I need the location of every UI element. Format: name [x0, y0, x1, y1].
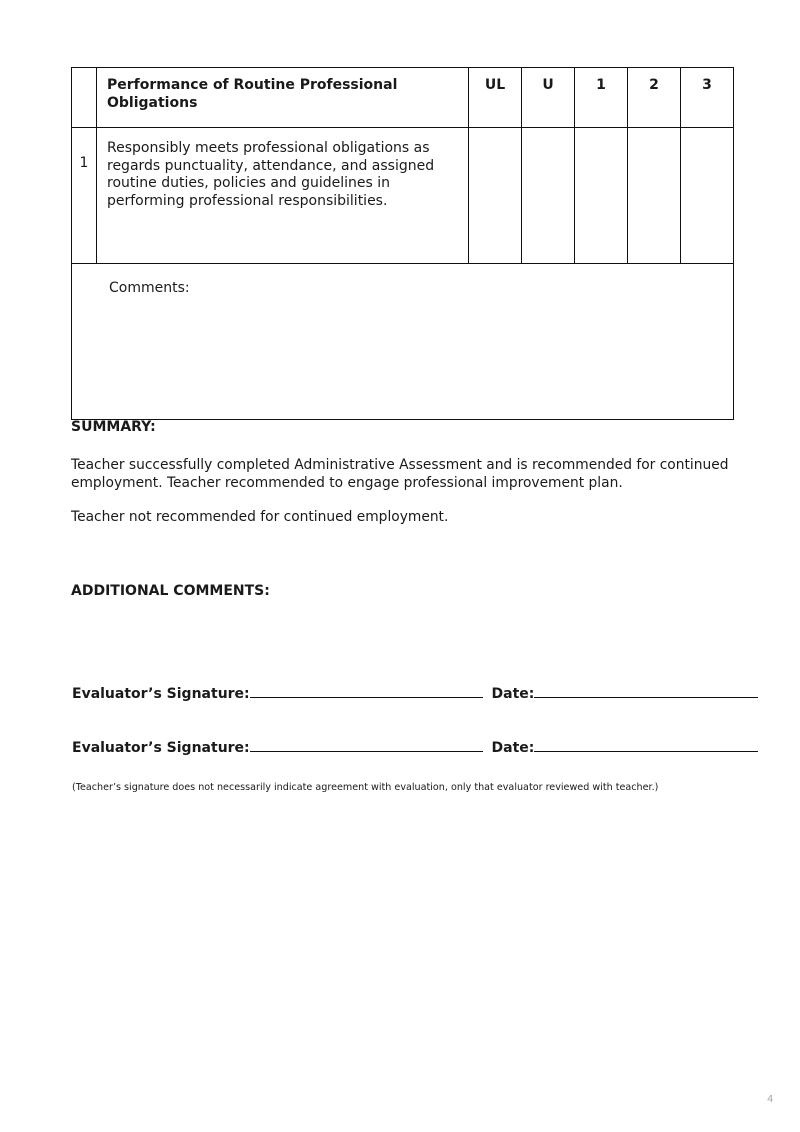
additional-comments-heading: ADDITIONAL COMMENTS:	[71, 583, 270, 599]
evaluation-table	[71, 67, 734, 420]
date-line[interactable]	[534, 685, 758, 698]
page-number: 4	[767, 1094, 774, 1105]
number-header-cell	[72, 68, 97, 128]
summary-heading: SUMMARY:	[71, 419, 156, 435]
row-number: 1	[72, 128, 97, 264]
signature-label: Evaluator’s Signature:	[72, 740, 250, 756]
scale-header-3: 3	[681, 68, 734, 128]
table-row	[72, 128, 734, 264]
comments-cell[interactable]	[72, 264, 734, 420]
criterion-text: Responsibly meets professional obligations as regards punctuality, attendance, and assigned routine duties, policies and guidelines in performing professional responsibilities.	[97, 128, 469, 264]
comments-row	[72, 264, 734, 420]
rating-cell-1[interactable]	[575, 128, 628, 264]
comments-label: Comments:	[109, 280, 190, 296]
date-label: Date:	[491, 740, 535, 756]
signature-line[interactable]	[250, 685, 483, 698]
signature-row-1	[72, 685, 758, 702]
signature-line[interactable]	[250, 739, 483, 752]
rating-cell-3[interactable]	[681, 128, 734, 264]
section-title: Performance of Routine Professional Obligations	[97, 68, 469, 128]
date-line[interactable]	[534, 739, 758, 752]
summary-recommended-text: Teacher successfully completed Administrative Assessment and is recommended for continued employment. Teacher recommended to engage professional improvement plan.	[71, 457, 729, 491]
footnote: (Teacher’s signature does not necessarily indicate agreement with evaluation, only that evaluator reviewed with teacher.)	[72, 782, 659, 793]
rating-cell-ul[interactable]	[469, 128, 522, 264]
summary-not-recommended-text: Teacher not recommended for continued employment.	[71, 509, 449, 525]
rating-cell-2[interactable]	[628, 128, 681, 264]
scale-header-1: 1	[575, 68, 628, 128]
signature-row-2	[72, 739, 758, 756]
scale-header-u: U	[522, 68, 575, 128]
scale-header-2: 2	[628, 68, 681, 128]
signature-label: Evaluator’s Signature:	[72, 686, 250, 702]
rating-cell-u[interactable]	[522, 128, 575, 264]
date-label: Date:	[491, 686, 535, 702]
scale-header-ul: UL	[469, 68, 522, 128]
table-header-row	[72, 68, 734, 128]
